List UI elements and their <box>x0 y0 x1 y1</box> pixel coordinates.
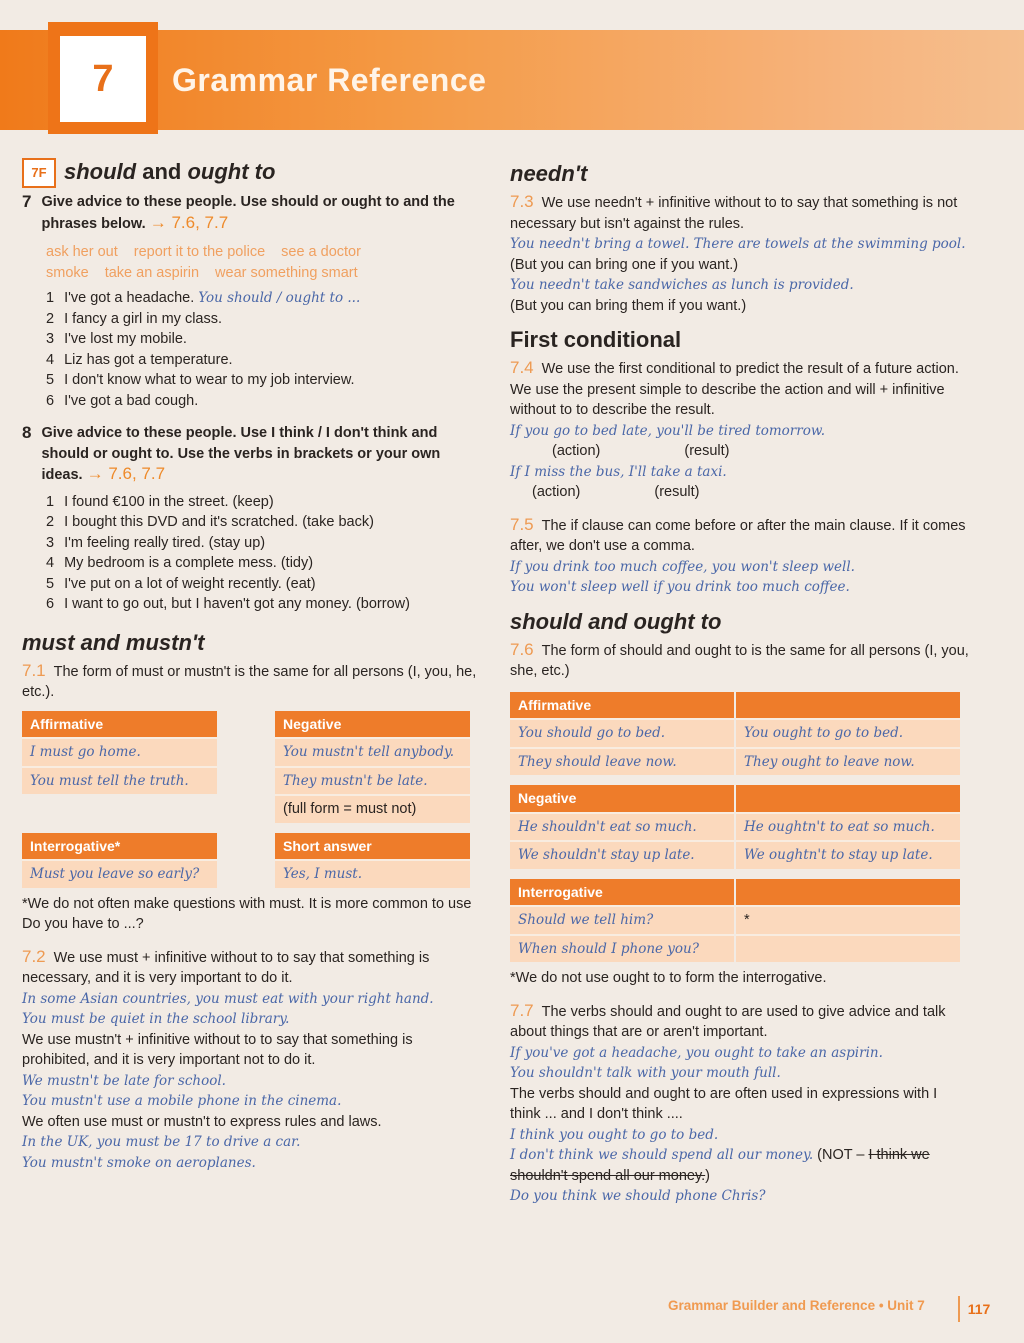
page-number: 117 <box>958 1296 998 1322</box>
table-header: Affirmative <box>22 711 217 738</box>
exercise-7: 7 Give advice to these people. Use should or ought to and the phrases below. → 7.6, 7.7 <box>22 192 455 232</box>
table-cell: * <box>736 905 960 934</box>
first-conditional-heading: First conditional <box>510 327 682 352</box>
table-header: Short answer <box>275 833 470 860</box>
table-cell: When should I phone you? <box>510 934 734 963</box>
table-cell: You ought to go to bed. <box>736 718 960 747</box>
list-item: 2 I bought this DVD and it's scratched. (take back) <box>46 514 374 531</box>
rule-7-3: 7.3 We use needn't + infinitive without to to say that something is not necessary but isn't against the rules. You needn't bring a towel. There are towels at the swimming pool. (But you can bring one if you want.) You needn't take sandwiches as lunch is provided. (But you can bring them if you want.) <box>510 192 966 314</box>
list-item: 1 I found €100 in the street. (keep) <box>46 493 274 510</box>
table-cell: You should go to bed. <box>510 718 734 747</box>
table-header: Interrogative <box>510 879 734 906</box>
list-item: 2 I fancy a girl in my class. <box>46 310 223 327</box>
section-heading: 7F should and ought to <box>22 158 484 188</box>
table-cell: (full form = must not) <box>275 794 470 823</box>
table-cell: I must go home. <box>22 737 217 766</box>
list-item: 5 I've put on a lot of weight recently. (eat) <box>46 575 316 592</box>
should-heading: should and ought to <box>510 608 722 634</box>
list-item: 1 I've got a headache. You should / ought to ... <box>46 290 361 307</box>
list-item: 6 I've got a bad cough. <box>46 392 199 409</box>
must-interrogative-table <box>22 833 484 888</box>
table-cell <box>736 934 960 963</box>
table-cell: Yes, I must. <box>275 859 470 888</box>
table-header <box>736 879 960 906</box>
table-cell: They should leave now. <box>510 747 734 776</box>
table-cell: He oughtn't to eat so much. <box>736 812 960 841</box>
rule-7-1: 7.1 The form of must or mustn't is the same for all persons (I, you, he, etc.). <box>22 660 477 701</box>
exercise-8: 8 Give advice to these people. Use I think / I don't think and should or ought to. Use the verbs in brackets or your own ideas. → 7.6, 7.7 <box>22 423 441 484</box>
table-cell: Must you leave so early? <box>22 859 217 888</box>
list-item: 5 I don't know what to wear to my job interview. <box>46 372 355 389</box>
page-title: Grammar Reference <box>172 62 487 98</box>
table-cell: They mustn't be late. <box>275 766 470 795</box>
must-heading: must and mustn't <box>22 629 205 655</box>
table-cell: We oughtn't to stay up late. <box>736 840 960 869</box>
should-interrogative-table <box>510 879 970 963</box>
unit-number: 7 <box>60 36 146 122</box>
rule-7-4: 7.4 We use the first conditional to predict the result of a future action. We use the present simple to describe the action and will + infinitive without to to describe the result. If you go to bed late, you'll be tired tomorrow. (action) (result) If I miss the bus, I'll take a taxi. (action) (result) <box>510 358 959 500</box>
phrase-box: ask her out report it to the police see a doctor smoke take an aspirin wear something smart <box>46 244 361 282</box>
list-item: 6 I want to go out, but I haven't got any money. (borrow) <box>46 596 410 613</box>
table-cell: They ought to leave now. <box>736 747 960 776</box>
table-cell: You mustn't tell anybody. <box>275 737 470 766</box>
table-header <box>736 785 960 812</box>
section-badge: 7F <box>22 158 56 188</box>
exercise-7-items <box>46 288 484 411</box>
rule-7-6: 7.6 The form of should and ought to is the same for all persons (I, you, she, etc.) <box>510 639 969 679</box>
right-column <box>510 160 970 1207</box>
left-column <box>22 152 484 1173</box>
rule-7-5: 7.5 The if clause can come before or after the main clause. If it comes after, we don't use a comma. If you drink too much coffee, you won't sleep well. You won't sleep well if you drink too much coffee. <box>510 514 966 595</box>
table-cell: Should we tell him? <box>510 905 734 934</box>
footer-text: Grammar Builder and Reference • Unit 7 <box>668 1298 925 1313</box>
should-note: *We do not use ought to to form the interrogative. <box>510 970 827 986</box>
table-header: Negative <box>510 785 734 812</box>
list-item: 4 My bedroom is a complete mess. (tidy) <box>46 555 314 572</box>
table-header: Negative <box>275 711 470 738</box>
neednt-heading: needn't <box>510 161 588 186</box>
table-cell: He shouldn't eat so much. <box>510 812 734 841</box>
should-negative-table <box>510 785 970 869</box>
list-item: 4 Liz has got a temperature. <box>46 351 233 368</box>
must-table <box>22 711 484 823</box>
list-item: 3 I'm feeling really tired. (stay up) <box>46 534 266 551</box>
table-cell: You must tell the truth. <box>22 766 217 795</box>
list-item: 3 I've lost my mobile. <box>46 331 187 348</box>
should-affirmative-table <box>510 692 970 776</box>
table-header <box>736 692 960 719</box>
must-note: *We do not often make questions with must. It is more common to use Do you have to ...? <box>22 895 472 933</box>
table-header: Affirmative <box>510 692 734 719</box>
rule-7-2: 7.2 We use must + infinitive without to to say that something is necessary, and it is very important to do it. In some Asian countries, you must eat with your right hand. You must be quiet in the school library. We use mustn't + infinitive without to to say that something is prohibited, and it is very important not to do it. We mustn't be late for school. You mustn't use a mobile phone in the cinema. We often use must or mustn't to express rules and laws. In the UK, you must be 17 to drive a car. You mustn't smoke on aeroplanes. <box>22 946 434 1171</box>
table-header: Interrogative* <box>22 833 217 860</box>
rule-7-7: 7.7 The verbs should and ought to are used to give advice and talk about things that are or aren't important. If you've got a headache, you ought to take an aspirin. You shouldn't talk with your mouth full. The verbs should and ought to are often used in expressions with I think ... and I don't think .... I think you ought to go to bed. I don't think we should spend all our money. (NOT – I think we shouldn't spend all our money.) Do you think we should phone Chris? <box>510 1000 946 1204</box>
table-cell: We shouldn't stay up late. <box>510 840 734 869</box>
exercise-8-items <box>46 492 484 615</box>
